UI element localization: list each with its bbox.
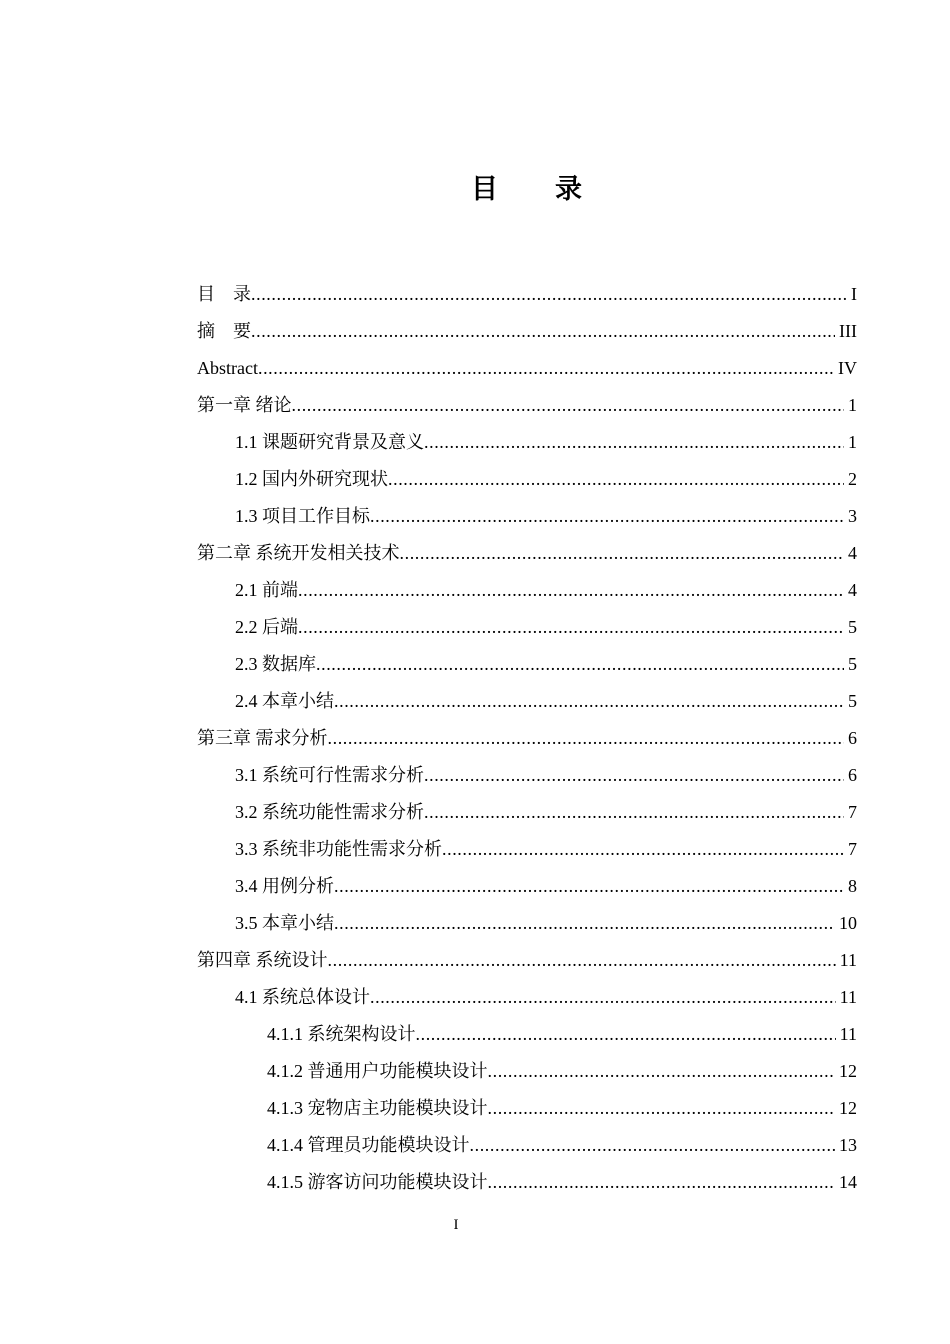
toc-entry — [197, 683, 857, 720]
toc-entry-label: 第四章 系统设计 — [197, 950, 328, 970]
toc-entry-label: 4.1.2 普通用户功能模块设计 — [267, 1061, 488, 1081]
toc-entry-page: 5 — [848, 617, 857, 637]
dot-leader — [328, 942, 836, 979]
toc-entry-page: 4 — [848, 543, 857, 563]
toc-entry-page: 4 — [848, 580, 857, 600]
toc-entry — [197, 831, 857, 868]
toc-entry-label: 1.1 课题研究背景及意义 — [235, 432, 424, 452]
dot-leader — [424, 424, 844, 461]
dot-leader — [370, 979, 836, 1016]
dot-leader — [334, 683, 844, 720]
toc-entry-label: 3.1 系统可行性需求分析 — [235, 765, 424, 785]
dot-leader — [370, 498, 844, 535]
dot-leader — [388, 461, 844, 498]
toc-entry-label: 1.2 国内外研究现状 — [235, 469, 388, 489]
toc-entry-page: IV — [838, 358, 857, 378]
toc-entry-page: 7 — [848, 839, 857, 859]
toc-entry — [197, 276, 857, 313]
toc-entry-page: 5 — [848, 691, 857, 711]
toc-entry — [197, 424, 857, 461]
toc-entry — [197, 979, 857, 1016]
toc-entry-page: 11 — [839, 1024, 857, 1044]
dot-leader — [251, 313, 835, 350]
toc-entry-page: 3 — [848, 506, 857, 526]
toc-entry-label: 4.1.3 宠物店主功能模块设计 — [267, 1098, 488, 1118]
toc-entry — [197, 1090, 857, 1127]
toc-entry-page: III — [839, 321, 857, 341]
toc-entry-label: 第三章 需求分析 — [197, 728, 328, 748]
toc-entry-label: 2.4 本章小结 — [235, 691, 334, 711]
toc-entry-page: 14 — [839, 1172, 857, 1192]
toc-entry-label: 第二章 系统开发相关技术 — [197, 543, 400, 563]
dot-leader — [251, 276, 847, 313]
toc-entry — [197, 720, 857, 757]
toc-entry — [197, 461, 857, 498]
dot-leader — [292, 387, 845, 424]
dot-leader — [298, 572, 844, 609]
toc-entry — [197, 350, 857, 387]
toc-entry-page: 12 — [839, 1061, 857, 1081]
toc-entry — [197, 313, 857, 350]
toc-entry-label: 2.2 后端 — [235, 617, 298, 637]
toc-entry-label: 4.1.5 游客访问功能模块设计 — [267, 1172, 488, 1192]
toc-entry-page: 2 — [848, 469, 857, 489]
toc-entry — [197, 1053, 857, 1090]
dot-leader — [488, 1090, 836, 1127]
toc-entry-label: 第一章 绪论 — [197, 395, 292, 415]
toc-entry-page: I — [851, 284, 857, 304]
toc-content — [197, 172, 857, 1201]
toc-entry — [197, 1016, 857, 1053]
toc-entry-label: 1.3 项目工作目标 — [235, 506, 370, 526]
toc-entry-label: 4.1.1 系统架构设计 — [267, 1024, 416, 1044]
toc-entry-label: 3.3 系统非功能性需求分析 — [235, 839, 442, 859]
toc-entry-label: Abstract — [197, 358, 258, 378]
toc-entry-page: 7 — [848, 802, 857, 822]
toc-entry-page: 1 — [848, 395, 857, 415]
toc-entry — [197, 1164, 857, 1201]
toc-entry-page: 12 — [839, 1098, 857, 1118]
toc-list — [197, 276, 857, 1201]
page-title: 目 录 — [471, 174, 583, 204]
dot-leader — [328, 720, 845, 757]
dot-leader — [316, 646, 844, 683]
toc-entry-label: 摘 要 — [197, 321, 251, 341]
toc-entry — [197, 572, 857, 609]
toc-entry — [197, 757, 857, 794]
toc-entry — [197, 868, 857, 905]
dot-leader — [424, 794, 844, 831]
dot-leader — [488, 1164, 836, 1201]
toc-entry-page: 10 — [839, 913, 857, 933]
dot-leader — [400, 535, 845, 572]
toc-entry-page: 6 — [848, 728, 857, 748]
toc-entry-label: 3.4 用例分析 — [235, 876, 334, 896]
dot-leader — [424, 757, 844, 794]
toc-entry-page: 1 — [848, 432, 857, 452]
toc-entry-label: 3.5 本章小结 — [235, 913, 334, 933]
dot-leader — [470, 1127, 836, 1164]
toc-entry-label: 3.2 系统功能性需求分析 — [235, 802, 424, 822]
toc-entry-label: 4.1.4 管理员功能模块设计 — [267, 1135, 470, 1155]
toc-entry — [197, 609, 857, 646]
toc-entry — [197, 535, 857, 572]
dot-leader — [298, 609, 844, 646]
toc-entry-label: 2.1 前端 — [235, 580, 298, 600]
dot-leader — [416, 1016, 836, 1053]
footer-page-number: I — [453, 1217, 459, 1233]
toc-entry-page: 8 — [848, 876, 857, 896]
toc-entry — [197, 905, 857, 942]
toc-entry — [197, 794, 857, 831]
toc-entry-label: 4.1 系统总体设计 — [235, 987, 370, 1007]
dot-leader — [488, 1053, 836, 1090]
toc-entry-label: 目 录 — [197, 284, 251, 304]
toc-entry-label: 2.3 数据库 — [235, 654, 316, 674]
toc-entry — [197, 942, 857, 979]
dot-leader — [442, 831, 844, 868]
toc-entry — [197, 387, 857, 424]
dot-leader — [258, 350, 834, 387]
toc-entry-page: 13 — [839, 1135, 857, 1155]
toc-entry — [197, 1127, 857, 1164]
toc-entry-page: 11 — [839, 987, 857, 1007]
dot-leader — [334, 868, 844, 905]
toc-entry — [197, 646, 857, 683]
toc-entry-page: 11 — [839, 950, 857, 970]
toc-entry-page: 6 — [848, 765, 857, 785]
toc-entry-page: 5 — [848, 654, 857, 674]
toc-entry — [197, 498, 857, 535]
dot-leader — [334, 905, 835, 942]
